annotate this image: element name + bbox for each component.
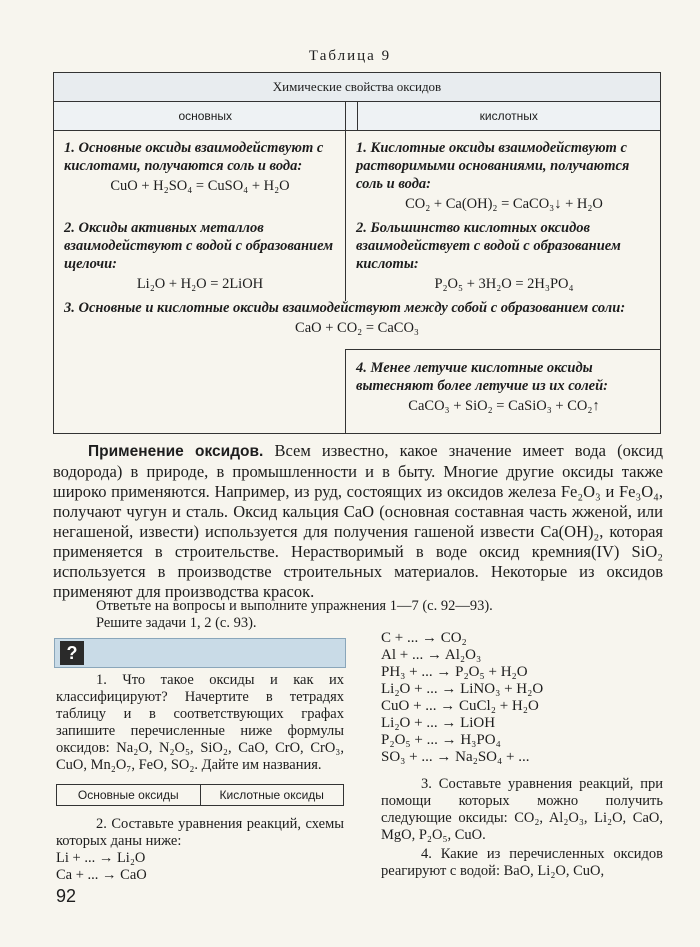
question-mark-icon: ?: [60, 641, 84, 665]
acid-rule-2: 2. Большинство кислотных оксидов взаимодействует с водой с образованием кислоты: P₂O₅ + 3H₂O = 2H₃PO₄: [356, 219, 652, 293]
scheme-line: C + ... → CO₂: [381, 630, 467, 646]
equation: Li₂O + H₂O = 2LiOH: [136, 276, 264, 292]
table-subheader: [54, 102, 660, 131]
table-header: Химические свойства оксидов: [54, 73, 660, 102]
acid-rule-1: 1. Кислотные оксиды взаимодействуют с растворимыми основаниями, получаются соль и вода: CO₂ + Ca(OH)₂ = CaCO₃↓ + H₂O: [356, 139, 652, 213]
column-divider-top: [345, 101, 346, 301]
mini-col-basic: Основные оксиды: [57, 785, 201, 805]
question-4: 4. Какие из перечисленных оксидов реагируют с водой: BaO, Li₂O, CuO,: [381, 846, 663, 879]
basic-rule-1: 1. Основные оксиды взаимодействуют с кислотами, получаются соль и вода: CuO + H₂SO₄ = CuSO₄ + H₂O: [64, 139, 336, 195]
oxide-properties-table: [53, 72, 661, 434]
scheme-line: SO₃ + ... → Na₂SO₄ + ...: [381, 749, 530, 765]
question-1: 1. Что такое оксиды и как их классифицируют? Начертите в тетрадях таблицу и в соответствующих графах запишите перечисленные ниже формулы оксидов: Na₂O, N₂O₅, SiO₂, CaO, CrO, CrO₃, CuO, Mn₂O₇, FeO, SO₂. Дайте им названия.: [56, 672, 344, 773]
questions-right-column: [381, 630, 663, 880]
mini-col-acidic: Кислотные оксиды: [219, 788, 324, 802]
column-acidic: кислотных: [479, 109, 538, 123]
both-rule-3: 3. Основные и кислотные оксиды взаимодействуют между собой с образованием соли: CaO + CO₂ = CaCO₃: [64, 299, 650, 337]
assignment-note: [96, 598, 656, 632]
scheme-line: Li₂O + ... → LiOH: [381, 715, 496, 731]
scheme-line: Li₂O + ... → LiNO₃ + H₂O: [381, 681, 544, 697]
equation: CuO + H₂SO₄ = CuSO₄ + H₂O: [110, 178, 290, 194]
scheme-line: P₂O₅ + ... → H₃PO₄: [381, 732, 501, 748]
equation: CaCO₃ + SiO₂ = CaSiO₃ + CO₂↑: [408, 398, 600, 414]
question-2: 2. Составьте уравнения реакций, схемы которых даны ниже:: [56, 816, 344, 849]
equation: CO₂ + Ca(OH)₂ = CaCO₃↓ + H₂O: [405, 196, 603, 212]
column-divider-bottom: [345, 349, 346, 434]
scheme-line: CuO + ... → CuCl₂ + H₂O: [381, 698, 539, 714]
scheme-line: Ca + ... → CaO: [56, 867, 147, 883]
row-divider: [345, 349, 660, 350]
paragraph-text: Всем известно, какое значение имеет вода (оксид водорода) в природе, в промышленности и в быту. Многие другие оксиды также широко применяются. Например, из руд, состоящих из оксидов железа Fe₂O₃ и Fe₃O₄, получают чугун и сталь. Оксид кальция CaO (основная составная часть жженой, или негашеной, извести) используется для получения гашеной извести Ca(OH)₂, которая применяется в строительстве. Нерастворимый в воде оксид кремния(IV) SiO₂ используется в производстве строительных материалов. Некоторые из оксидов применяют для производства красок.: [53, 441, 664, 601]
assignment-line-2: Решите задачи 1, 2 (с. 93).: [96, 615, 257, 631]
table-caption: Таблица 9: [308, 48, 392, 64]
scheme-line: Li + ... → Li₂O: [56, 850, 146, 866]
equation: CaO + CO₂ = CaCO₃: [295, 320, 419, 336]
question-3: 3. Составьте уравнения реакций, при помощи которых можно получить следующие оксиды: CO₂, Al₂O₃, Li₂O, CaO, MgO, P₂O₅, CuO.: [381, 776, 663, 843]
paragraph-heading: Применение оксидов.: [88, 443, 264, 460]
equation: P₂O₅ + 3H₂O = 2H₃PO₄: [434, 276, 574, 292]
scheme-line: Al + ... → Al₂O₃: [381, 647, 482, 663]
applications-paragraph: [53, 441, 663, 602]
acid-rule-4: 4. Менее летучие кислотные оксиды вытесняют более летучие из их солей: CaCO₃ + SiO₂ = CaSiO₃ + CO₂↑: [356, 359, 652, 415]
basic-rule-2: 2. Оксиды активных металлов взаимодействуют с водой с образованием щелочи: Li₂O + H₂O = 2LiOH: [64, 219, 336, 293]
column-basic: основных: [54, 102, 358, 130]
oxide-classification-table: [56, 784, 344, 806]
questions-left-column: [56, 672, 344, 884]
assignment-line-1: Ответьте на вопросы и выполните упражнения 1—7 (с. 92—93).: [96, 598, 493, 614]
scheme-line: PH₃ + ... → P₂O₅ + H₂O: [381, 664, 528, 680]
questions-banner: [54, 638, 346, 668]
page-number: 92: [56, 886, 77, 906]
